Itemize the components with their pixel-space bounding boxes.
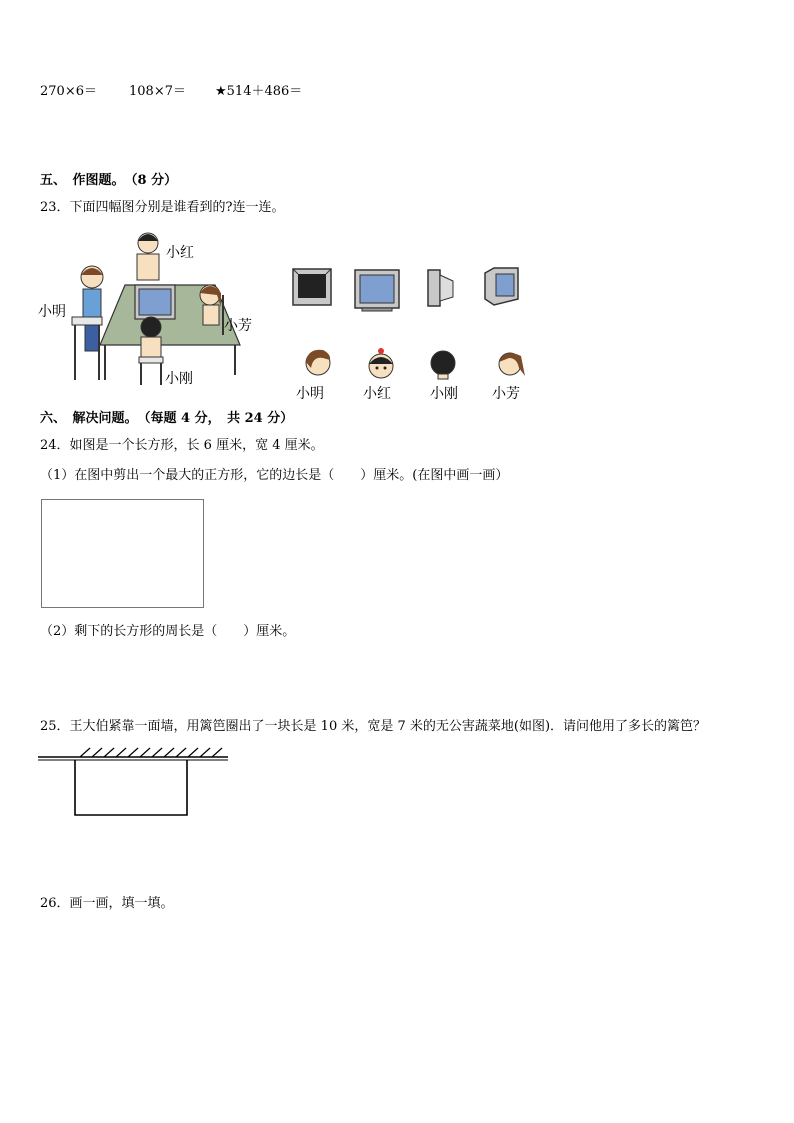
head-xiaohong bbox=[366, 346, 396, 382]
scene-label-xiaofang: 小芳 bbox=[224, 318, 252, 334]
wall-fence-figure bbox=[38, 748, 238, 818]
fence-outline bbox=[75, 760, 187, 815]
calc-row bbox=[40, 83, 340, 101]
section-6-heading: 六、 解决问题。 （每题 4 分， 共 24 分） bbox=[40, 411, 294, 426]
section-5-heading: 五、 作图题。 （8 分） bbox=[40, 173, 178, 188]
view-screen-front bbox=[354, 269, 400, 313]
xiaogang-figure bbox=[139, 317, 163, 385]
question-24: 24．如图是一个长方形，长 6 厘米，宽 4 厘米。 bbox=[40, 438, 324, 453]
head-xiaogang bbox=[428, 346, 458, 380]
question-24-part-2: （2）剩下的长方形的周长是（ ）厘米。 bbox=[40, 624, 296, 639]
answer-name-3: 小刚 bbox=[430, 386, 458, 402]
question-24-part-1: （1）在图中剪出一个最大的正方形，它的边长是（ ）厘米。(在图中画一画） bbox=[40, 468, 509, 483]
answer-name-4: 小芳 bbox=[492, 386, 520, 402]
monitor-screen bbox=[139, 289, 171, 315]
rectangle-figure bbox=[41, 499, 204, 608]
scene-label-xiaoming: 小明 bbox=[38, 304, 66, 320]
view-side-panel bbox=[427, 269, 457, 309]
view-angled-screen bbox=[484, 267, 520, 307]
scene-label-xiaogang: 小刚 bbox=[165, 371, 193, 387]
wall-hatching bbox=[80, 748, 222, 757]
answer-name-2: 小红 bbox=[363, 386, 391, 402]
question-26: 26．画一画，填一填。 bbox=[40, 896, 174, 911]
xiaohong-figure bbox=[137, 233, 159, 280]
question-25: 25．王大伯紧靠一面墙，用篱笆圈出了一块长是 10 米，宽是 7 米的无公害蔬菜地(如图)．请问他用了多长的篱笆？ bbox=[40, 719, 707, 734]
view-front-panel bbox=[292, 268, 332, 308]
scene-label-xiaohong: 小红 bbox=[166, 245, 194, 261]
question-23: 23．下面四幅图分别是谁看到的?连一连。 bbox=[40, 200, 285, 215]
head-xiaofang bbox=[495, 346, 529, 382]
xiaoming-figure bbox=[72, 266, 103, 380]
answer-name-1: 小明 bbox=[296, 386, 324, 402]
head-xiaoming bbox=[303, 346, 333, 380]
scene-illustration bbox=[35, 225, 275, 395]
calc-item-2: 108×7＝ bbox=[129, 84, 186, 99]
calc-item-3: ★514＋486＝ bbox=[215, 84, 303, 99]
calc-item-1: 270×6＝ bbox=[40, 84, 97, 99]
